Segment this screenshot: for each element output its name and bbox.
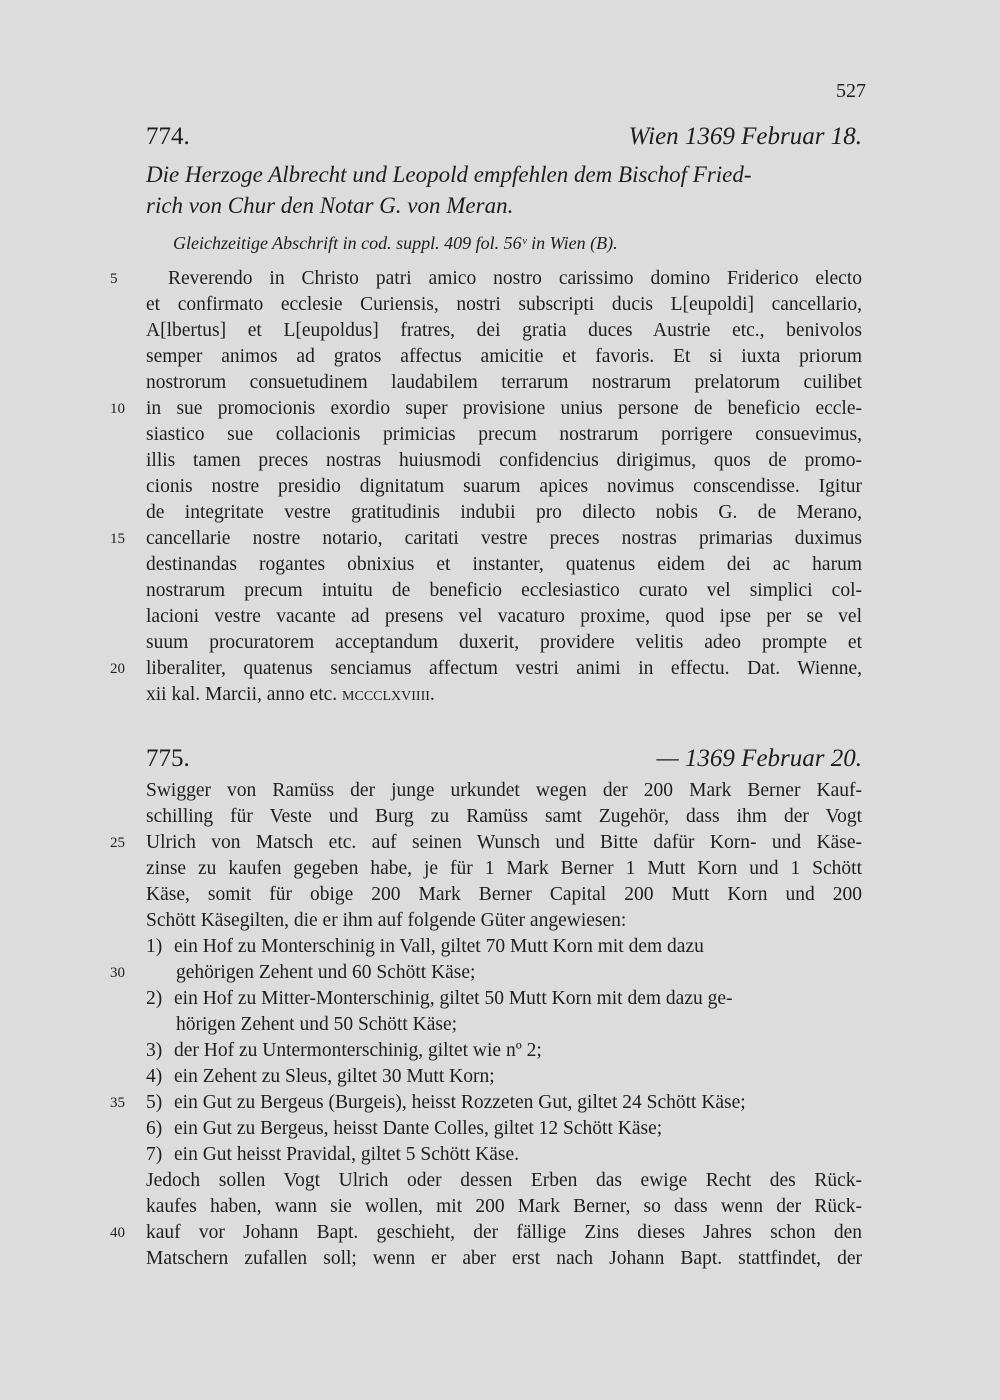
doc-775-text-line: Ulrich von Matsch etc. auf seinen Wunsch und Bitte dafür Korn- und Käse- <box>146 832 862 853</box>
doc-775-list-item-cont: gehörigen Zehent und 60 Schött Käse; <box>176 962 476 983</box>
doc-774-text-line: A[lbertus] et L[eupoldus] fratres, dei gratia duces Austrie etc., benivolos <box>146 320 862 341</box>
doc-775-heading <box>146 745 862 773</box>
doc-774-text-line: siastico sue collacionis primicias precum nostrarum porrigere consuevimus, <box>146 424 862 445</box>
doc-774-text-line: de integritate vestre gratitudinis indubii pro dilecto nobis G. de Merano, <box>146 502 862 523</box>
doc-774-text-line: illis tamen preces nostras huiusmodi confidencius dirigimus, quos de promo- <box>146 450 862 471</box>
doc-775-text-line: kaufes haben, wann sie wollen, mit 200 Mark Berner, so dass wenn der Rück- <box>146 1196 862 1217</box>
doc-774-text-line: semper animos ad gratos affectus amicitie et favoris. Et si iuxta priorum <box>146 346 862 367</box>
line-number: 5 <box>110 271 118 287</box>
doc-775-list-item: 5) ein Gut zu Bergeus (Burgeis), heisst Rozzeten Gut, giltet 24 Schött Käse; <box>146 1092 746 1113</box>
doc-775-list-item: 2) ein Hof zu Mitter-Monterschinig, giltet 50 Mutt Korn mit dem dazu ge- <box>146 988 733 1009</box>
line-number: 35 <box>110 1095 125 1111</box>
doc-774-summary-line: Die Herzoge Albrecht und Leopold empfehlen dem Bischof Fried- <box>146 162 752 187</box>
doc-775-list-item: 3) der Hof zu Untermonterschinig, giltet wie nº 2; <box>146 1040 542 1061</box>
line-number: 40 <box>110 1225 125 1241</box>
doc-775-list-item: 7) ein Gut heisst Pravidal, giltet 5 Schött Käse. <box>146 1144 519 1165</box>
doc-775-list-item-cont: hörigen Zehent und 50 Schött Käse; <box>176 1014 458 1035</box>
doc-774-text-line: et confirmato ecclesie Curiensis, nostri subscripti ducis L[eupoldi] cancellario, <box>146 294 862 315</box>
line-number: 10 <box>110 401 125 417</box>
doc-774-summary-line: rich von Chur den Notar G. von Meran. <box>146 193 514 218</box>
line-number: 25 <box>110 835 125 851</box>
doc-774-source: Gleichzeitige Abschrift in cod. suppl. 409 fol. 56ᵛ in Wien (B). <box>173 233 618 253</box>
doc-774-text-line: Reverendo in Christo patri amico nostro carissimo domino Friderico electo <box>168 268 862 289</box>
page-number: 527 <box>836 80 866 102</box>
doc-775-list-item: 1) ein Hof zu Monterschinig in Vall, giltet 70 Mutt Korn mit dem dazu <box>146 936 704 957</box>
doc-774-text-line: in sue promocionis exordio super provisione unius persone de beneficio eccle- <box>146 398 862 419</box>
doc-774-summary <box>146 159 862 221</box>
doc-774-text-line: destinandas rogantes obnixius et instanter, quatenus eidem dei ac harum <box>146 554 862 575</box>
doc-774-text-line: nostrarum precum intuitu de beneficio ecclesiastico curato vel simplici col- <box>146 580 862 601</box>
doc-775-text-line: schilling für Veste und Burg zu Ramüss samt Zugehör, dass ihm der Vogt <box>146 806 862 827</box>
doc-775-text-line: Swigger von Ramüss der junge urkundet wegen der 200 Mark Berner Kauf- <box>146 780 862 801</box>
doc-775-text-line: kauf vor Johann Bapt. geschieht, der fällige Zins dieses Jahres schon den <box>146 1222 862 1243</box>
doc-774-text-line: liberaliter, quatenus senciamus affectum vestri animi in effectu. Dat. Wienne, <box>146 658 862 679</box>
doc-774-text-line: suum procuratorem acceptandum duxerit, providere velitis adeo prompte et <box>146 632 862 653</box>
doc-775-text-line: zinse zu kaufen gegeben habe, je für 1 Mark Berner 1 Mutt Korn und 1 Schött <box>146 858 862 879</box>
doc-775-text-line: Käse, somit für obige 200 Mark Berner Capital 200 Mutt Korn und 200 <box>146 884 862 905</box>
doc-775-list-item: 6) ein Gut zu Bergeus, heisst Dante Colles, giltet 12 Schött Käse; <box>146 1118 663 1139</box>
doc-775-list-item: 4) ein Zehent zu Sleus, giltet 30 Mutt Korn; <box>146 1066 495 1087</box>
doc-774-number: 774. <box>146 123 190 150</box>
line-number: 20 <box>110 661 125 677</box>
doc-775-text-line: Schött Käsegilten, die er ihm auf folgende Güter angewiesen: <box>146 910 627 931</box>
doc-774-text-line: cancellarie nostre notario, caritati vestre preces nostras primarias duximus <box>146 528 862 549</box>
doc-774-last-line: xii kal. Marcii, anno etc. mccclxviiii. <box>146 684 435 705</box>
doc-775-text-line: Jedoch sollen Vogt Ulrich oder dessen Erben das ewige Recht des Rück- <box>146 1170 862 1191</box>
doc-775-date: — 1369 Februar 20. <box>656 745 862 772</box>
doc-774-text-line: nostrorum consuetudinem laudabilem terrarum nostrarum prelatorum cuilibet <box>146 372 862 393</box>
line-number: 30 <box>110 965 125 981</box>
doc-775-number: 775. <box>146 745 190 772</box>
doc-774-text-line: lacioni vestre vacante ad presens vel vacaturo proxime, quod ipse per se vel <box>146 606 862 627</box>
doc-775-text-line: Matschern zufallen soll; wenn er aber erst nach Johann Bapt. stattfindet, der <box>146 1248 862 1269</box>
doc-774-date: Wien 1369 Februar 18. <box>628 123 862 150</box>
line-number: 15 <box>110 531 125 547</box>
doc-774-heading <box>146 123 862 151</box>
doc-774-text-line: cionis nostre presidio dignitatum suarum apices novimus conscendisse. Igitur <box>146 476 862 497</box>
